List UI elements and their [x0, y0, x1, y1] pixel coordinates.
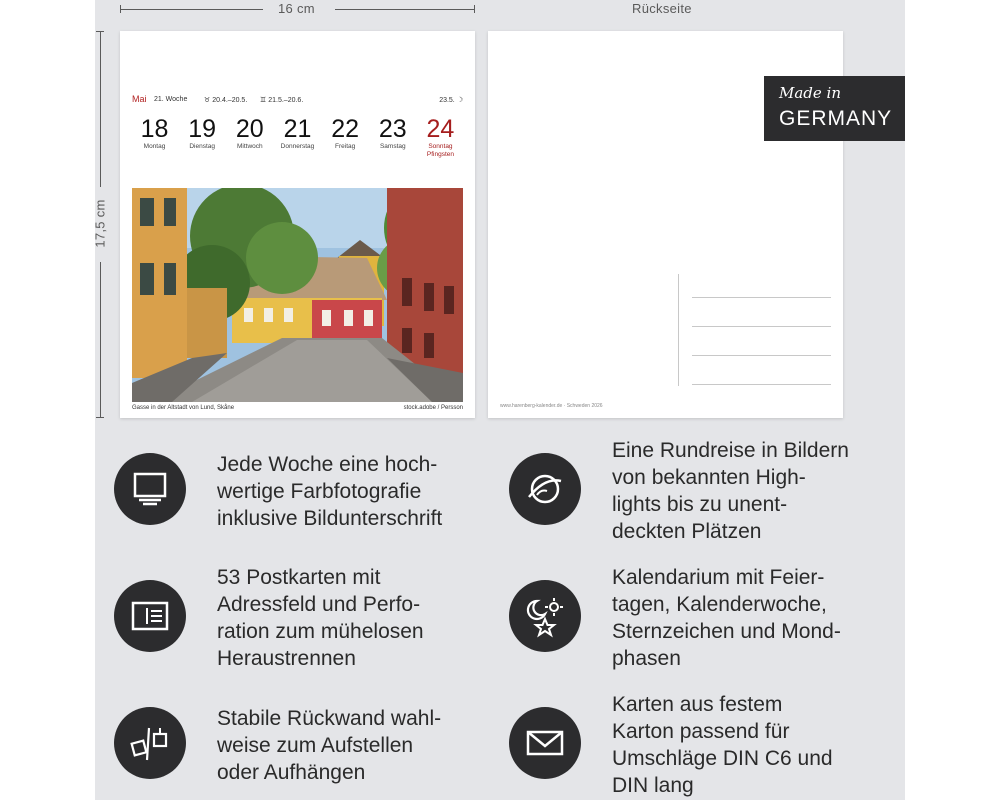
day-cell [323, 115, 368, 160]
day-cell-sunday [418, 115, 463, 160]
day-cell [275, 115, 320, 160]
postcard-front [120, 31, 475, 418]
feature-line: Jede Woche eine hoch- [217, 453, 438, 476]
day-name: Montag [143, 143, 166, 150]
day-number: 23 [378, 115, 407, 143]
day-number: 24 [426, 115, 455, 143]
feature-line: Sternzeichen und Mond- [612, 620, 841, 643]
feature-line: 53 Postkarten mit [217, 566, 381, 589]
day-number: 18 [140, 115, 169, 143]
feature-line: von bekannten High- [612, 466, 806, 489]
photo-credit: stock.adobe / Persson [403, 405, 463, 411]
feature-line: DIN lang [612, 774, 694, 797]
height-dimension-label: 17,5 cm [92, 199, 108, 248]
dimension-line [335, 9, 475, 10]
feature-line: Stabile Rückwand wahl- [217, 707, 442, 730]
feature-line: inklusive Bildunterschrift [217, 507, 443, 530]
street-photo [132, 188, 463, 402]
width-dimension-label: 16 cm [278, 1, 315, 16]
address-line [692, 297, 831, 298]
address-line [692, 355, 831, 356]
bull-icon: ♉︎ [204, 97, 213, 104]
feature-line: Eine Rundreise in Bildern [612, 439, 849, 462]
address-line [692, 384, 831, 385]
moon-phase [439, 96, 463, 104]
week-label: 21. Woche [154, 96, 188, 103]
dimension-line [100, 262, 101, 418]
day-name: Sonntag [428, 143, 453, 150]
feature-line: Karton passend für [612, 720, 790, 743]
envelope-icon [509, 707, 581, 779]
badge-country: GERMANY [779, 107, 893, 130]
badge-made-in: Made in [779, 84, 842, 102]
feature-line: Adressfeld und Perfo- [217, 593, 421, 616]
twins-icon: ♊︎ [260, 97, 269, 104]
day-name: Samstag [379, 143, 406, 150]
day-cell [227, 115, 272, 160]
postcard-icon [114, 580, 186, 652]
day-number: 19 [188, 115, 217, 143]
feature-line: lights bis zu unent- [612, 493, 788, 516]
feature-text [612, 564, 892, 672]
moon-sun-star-icon [509, 580, 581, 652]
holiday-name: Pfingsten [426, 151, 454, 158]
feature-line: Heraustrennen [217, 647, 356, 670]
day-cell [370, 115, 415, 160]
feature-line: deckten Plätzen [612, 520, 762, 543]
moon-icon: ☽ [454, 97, 463, 104]
stand-hang-icon [114, 707, 186, 779]
made-in-germany-badge [764, 76, 905, 141]
dimension-line [100, 31, 101, 187]
feature-line: Karten aus festem [612, 693, 783, 716]
back-side-label: Rückseite [632, 1, 692, 16]
feature-line: ration zum mühelosen [217, 620, 424, 643]
day-number: 21 [283, 115, 312, 143]
day-name: Dienstag [189, 143, 215, 150]
feature-text [612, 691, 892, 799]
feature-line: Kalendarium mit Feier- [612, 566, 825, 589]
feature-line: wertige Farbfotografie [217, 480, 422, 503]
address-divider [678, 274, 679, 386]
zodiac-dates: 21.5.–20.6. [268, 97, 304, 104]
dimension-tick [96, 417, 104, 418]
feature-line: oder Aufhängen [217, 761, 366, 784]
calendar-header [132, 95, 463, 107]
zodiac-dates: 20.4.–20.5. [212, 97, 248, 104]
day-name: Freitag [335, 143, 356, 150]
globe-journey-icon [509, 453, 581, 525]
dimension-line [120, 9, 263, 10]
address-line [692, 326, 831, 327]
zodiac-gemini [260, 96, 303, 104]
feature-text [217, 564, 497, 672]
moon-date: 23.5. [439, 97, 455, 104]
photo-caption: Gasse in der Altstadt von Lund, Skåne [132, 405, 235, 411]
feature-line: phasen [612, 647, 681, 670]
weekday-row [132, 115, 463, 160]
feature-line: weise zum Aufstellen [217, 734, 414, 757]
dimension-tick [474, 5, 475, 13]
feature-line: Umschläge DIN C6 und [612, 747, 833, 770]
day-name: Mittwoch [236, 143, 263, 150]
feature-text [612, 437, 892, 545]
day-number: 20 [235, 115, 264, 143]
back-footer: www.harenberg-kalender.de · Schweden 2026 [500, 403, 603, 409]
monitor-icon [114, 453, 186, 525]
feature-text [217, 705, 497, 786]
day-cell [180, 115, 225, 160]
day-name: Donnerstag [280, 143, 315, 150]
month-label: Mai [132, 94, 147, 104]
feature-line: tagen, Kalenderwoche, [612, 593, 827, 616]
zodiac-taurus [204, 96, 247, 104]
day-cell [132, 115, 177, 160]
feature-text [217, 451, 497, 532]
day-number: 22 [331, 115, 360, 143]
